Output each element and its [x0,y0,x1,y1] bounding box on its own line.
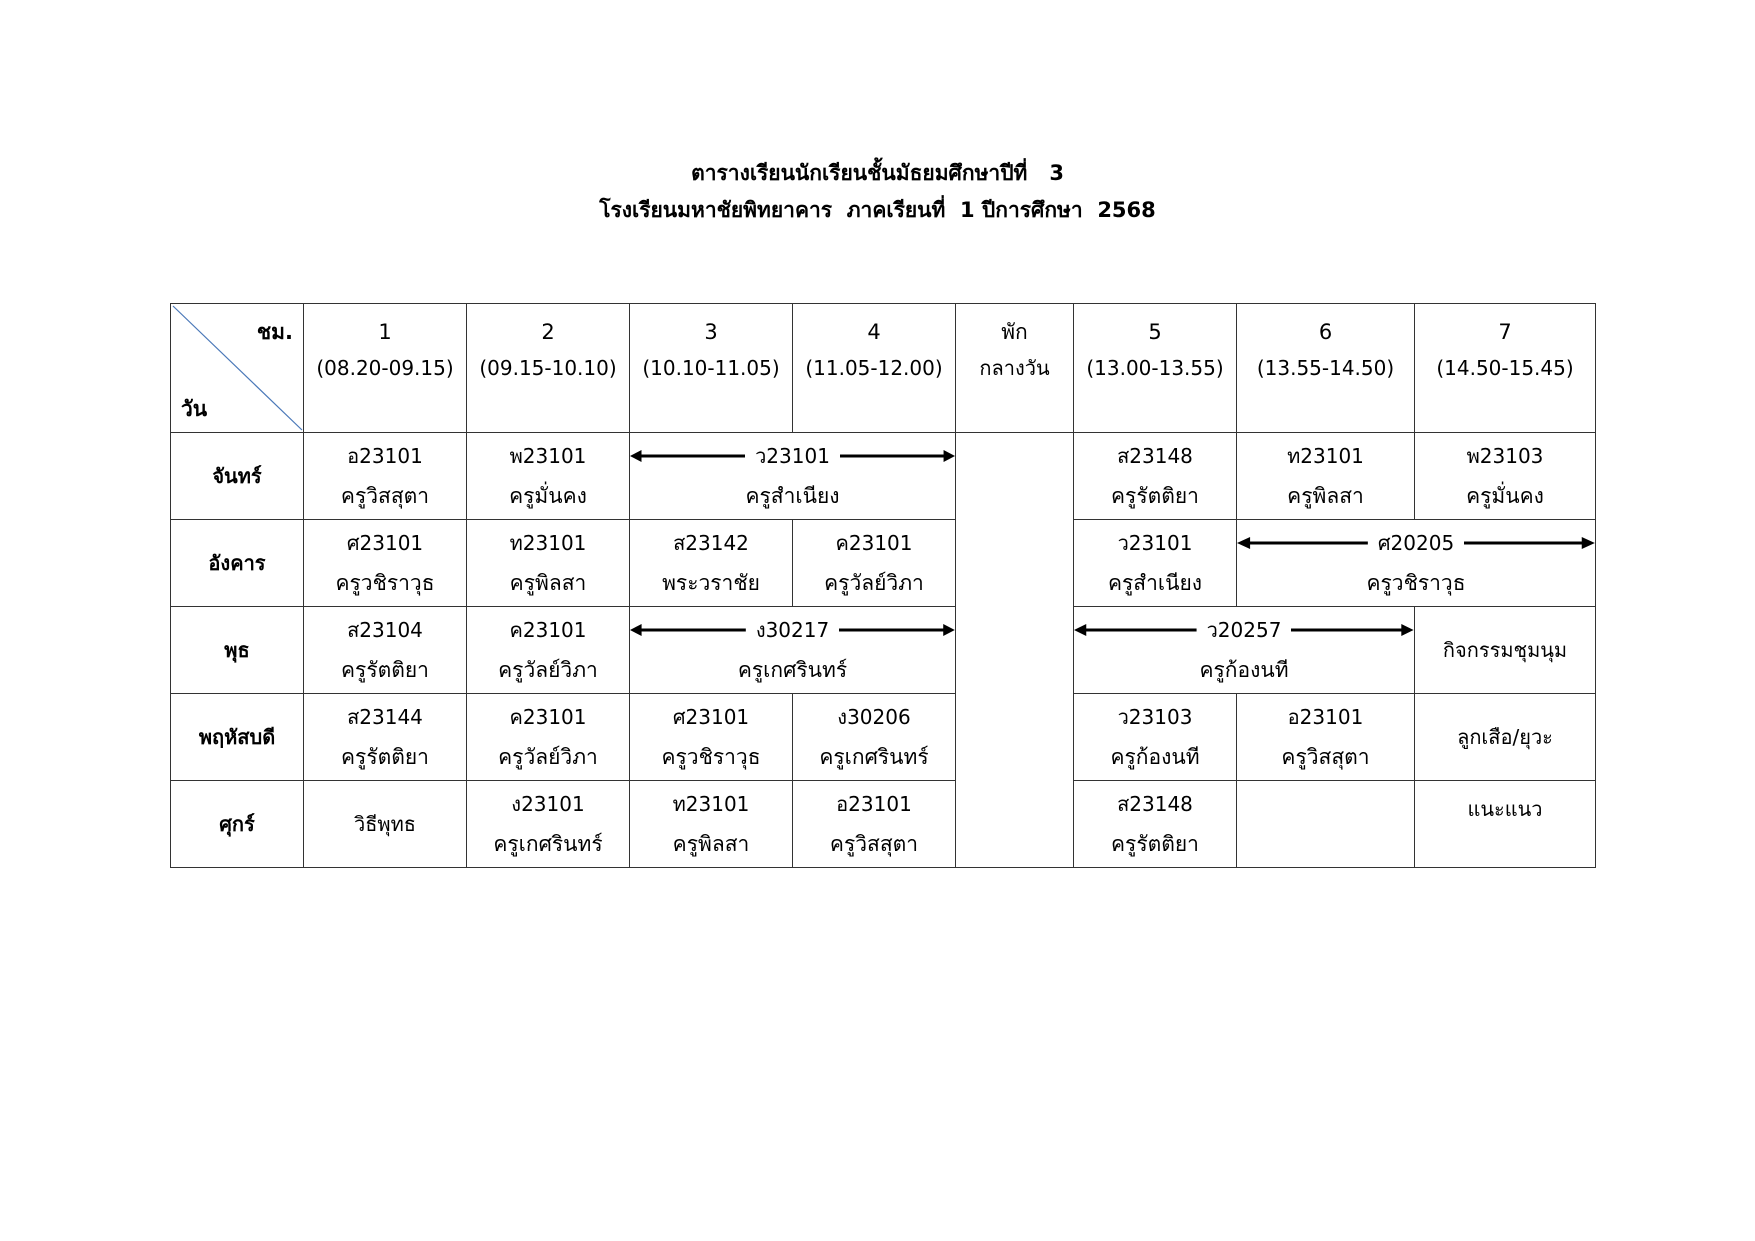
day-cell [171,607,304,694]
subject-code: ศ23101 [672,705,750,730]
lunch-header [956,304,1074,433]
subject-code: พ23101 [509,444,587,469]
period-time: (10.10-11.05) [642,356,780,380]
teacher-name: ครูพิลสา [509,571,587,596]
teacher-name: ครูวิสสุตา [340,484,430,509]
period-header [630,304,793,433]
period-time: (14.50-15.45) [1436,356,1574,380]
corner-cell [171,304,304,433]
timetable [170,303,1596,868]
teacher-name: ครูวิสสุตา [1281,745,1370,770]
period-header [1237,304,1415,433]
corner-hour-label: ชม. [256,320,293,344]
class-cell [793,781,956,868]
activity-label: ลูกเสือ/ยุวะ [1457,725,1553,750]
left-arrow [1237,535,1368,551]
lunch-sublabel: กลางวัน [979,356,1050,380]
teacher-name: ครูรัตติยา [341,745,429,770]
subject-code: ส23144 [347,705,423,730]
class-cell [467,694,630,781]
activity-label: แนะแนว [1467,797,1543,822]
subject-code: ว23101 [1117,531,1193,556]
subject-code: ว23103 [1117,705,1193,730]
subject-code: ส23148 [1117,444,1193,469]
corner-day-label: วัน [181,397,208,422]
period-number: 4 [867,320,881,344]
subject-code: พ23103 [1466,444,1544,469]
row-tuesday [171,520,1596,607]
subject-code: ว20257 [1206,618,1282,643]
teacher-name: ครูวัลย์วิภา [498,745,598,770]
teacher-name: ครูวิสสุตา [829,832,919,857]
activity-label: วิธีพุทธ [353,812,416,837]
class-cell [467,433,630,520]
period-number: 6 [1318,320,1333,344]
lunch-break-cell [956,433,1074,868]
period-time: (09.15-10.10) [479,356,617,380]
row-monday [171,433,1596,520]
subject-code: ว23101 [755,444,830,469]
teacher-name: ครูเกศรินทร์ [819,745,929,770]
class-cell [1074,433,1237,520]
activity-cell [1415,607,1596,694]
header-row [171,304,1596,433]
title-line-1: ตารางเรียนนักเรียนชั้นมัธยมศึกษาปีที่ 3 [691,161,1064,185]
day-cell [171,694,304,781]
subject-code: ศ20205 [1377,531,1455,556]
period-number: 1 [378,320,392,344]
activity-cell [1415,781,1596,868]
teacher-name: ครูมั่นคง [1466,484,1544,509]
row-friday [171,781,1596,868]
period-number: 3 [704,320,718,344]
subject-code: อ23101 [1287,705,1364,730]
period-time: (13.55-14.50) [1256,356,1395,380]
period-number: 5 [1148,320,1162,344]
class-cell [467,607,630,694]
title-line-2: โรงเรียนมหาชัยพิทยาคาร ภาคเรียนที่ 1 ปีการศึกษา 2568 [599,198,1156,222]
subject-code: ค23101 [509,705,587,730]
empty-cell [1237,781,1415,868]
activity-label: กิจกรรมชุมนุม [1442,638,1568,663]
class-cell-double [1074,607,1415,694]
teacher-name: ครูก้องนที [1110,745,1200,770]
class-cell [630,781,793,868]
subject-code: ส23104 [347,618,423,643]
class-cell [793,694,956,781]
period-time: (08.20-09.15) [316,356,454,380]
period-header [1415,304,1596,433]
period-number: 7 [1498,320,1512,344]
period-header [1074,304,1237,433]
teacher-name: ครูก้องนที [1199,658,1289,683]
subject-code: ท23101 [672,792,750,817]
teacher-name: ครูสำเนียง [1107,571,1203,596]
subject-code: ง30217 [755,618,830,643]
right-arrow [1464,535,1595,551]
teacher-name: ครูวัลย์วิภา [824,571,924,596]
subject-code: ง30206 [837,705,911,730]
subject-code: ง23101 [511,792,585,817]
teacher-name: ครูมั่นคง [509,484,587,509]
row-wednesday [171,607,1596,694]
class-cell [1074,781,1237,868]
right-arrow [839,622,955,638]
class-cell [630,694,793,781]
subject-code: ศ23101 [346,531,424,556]
day-cell [171,433,304,520]
subject-code: ท23101 [1287,444,1364,469]
lunch-label: พัก [1001,320,1028,344]
day-cell [171,520,304,607]
teacher-name: ครูพิลสา [1287,484,1364,509]
row-thursday [171,694,1596,781]
teacher-name: ครูวัลย์วิภา [498,658,598,683]
class-cell [304,433,467,520]
class-cell [304,520,467,607]
teacher-name: ครูพิลสา [672,832,750,857]
period-header [304,304,467,433]
class-cell-double [630,433,956,520]
class-cell [1415,433,1596,520]
title-block [0,155,1755,229]
class-cell [1074,694,1237,781]
period-header [467,304,630,433]
class-cell [467,520,630,607]
day-name: จันทร์ [212,464,262,489]
day-name: พุธ [224,638,250,663]
teacher-name: ครูเกศรินทร์ [493,832,603,857]
teacher-name: ครูรัตติยา [1111,832,1199,857]
teacher-name: พระวราชัย [662,571,760,596]
day-name: ศุกร์ [219,812,255,837]
class-cell [793,520,956,607]
teacher-name: ครูวชิราวุธ [1366,571,1466,596]
subject-code: อ23101 [347,444,423,469]
class-cell-double [630,607,956,694]
class-cell [467,781,630,868]
period-time: (11.05-12.00) [805,356,943,380]
period-number: 2 [541,320,555,344]
subject-code: ส23142 [673,531,749,556]
period-header [793,304,956,433]
class-cell [1074,520,1237,607]
teacher-name: ครูวชิราวุธ [661,745,761,770]
day-name: อังคาร [208,551,266,576]
day-name: พฤหัสบดี [198,725,276,750]
class-cell [304,694,467,781]
teacher-name: ครูเกศรินทร์ [737,658,848,683]
class-cell [630,520,793,607]
right-arrow [840,448,955,464]
teacher-name: ครูสำเนียง [745,484,840,509]
subject-code: ค23101 [835,531,913,556]
class-cell [1237,433,1415,520]
subject-code: อ23101 [836,792,912,817]
activity-cell [304,781,467,868]
left-arrow [1074,622,1197,638]
class-cell [1237,694,1415,781]
right-arrow [1291,622,1414,638]
teacher-name: ครูรัตติยา [1111,484,1199,509]
period-time: (13.00-13.55) [1086,356,1224,380]
day-cell [171,781,304,868]
left-arrow [630,448,745,464]
activity-cell [1415,694,1596,781]
subject-code: ค23101 [509,618,587,643]
subject-code: ส23148 [1117,792,1193,817]
teacher-name: ครูรัตติยา [341,658,429,683]
subject-code: ท23101 [509,531,587,556]
class-cell-double [1237,520,1596,607]
teacher-name: ครูวชิราวุธ [335,571,435,596]
left-arrow [630,622,746,638]
class-cell [304,607,467,694]
